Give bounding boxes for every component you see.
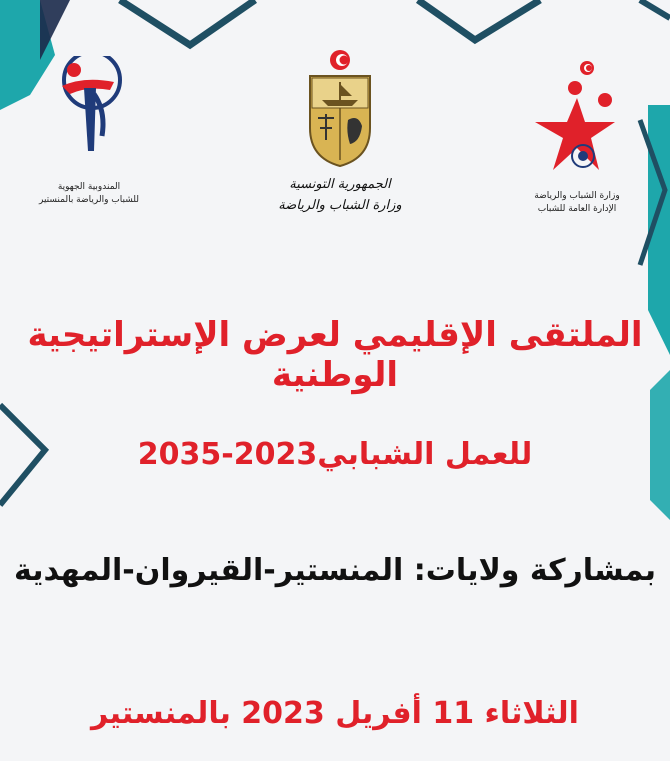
participating-governorates: بمشاركة ولايات: المنستير-القيروان-المهدية <box>14 553 656 588</box>
left-logo-caption-line2: للشباب والرياضة بالمنستير <box>38 195 139 205</box>
youth-ministry-logo <box>512 60 642 215</box>
event-date-location: الثلاثاء 11 أفريل 2023 بالمنستير <box>91 696 579 731</box>
event-title: الملتقى الإقليمي لعرض الإستراتيجية الوطنية <box>27 315 643 395</box>
center-caption-line1: الجمهورية التونسية <box>289 177 391 192</box>
youth-ministry-star-logo-icon <box>527 60 627 185</box>
regional-commission-logo <box>14 56 164 206</box>
center-caption-line2: وزارة الشباب والرياضة <box>278 198 402 213</box>
tunisian-republic-emblem <box>255 48 425 214</box>
tunisian-coat-of-arms-icon <box>300 48 380 168</box>
right-logo-caption-line2: الإدارة العامة للشباب <box>537 204 617 214</box>
event-subtitle: للعمل الشبابي2023-2035 <box>137 437 533 472</box>
regional-youth-sports-logo-icon <box>44 56 134 176</box>
left-logo-caption-line1: المندوبية الجهوية <box>57 182 121 192</box>
right-logo-caption-line1: وزارة الشباب والرياضة <box>534 191 620 201</box>
